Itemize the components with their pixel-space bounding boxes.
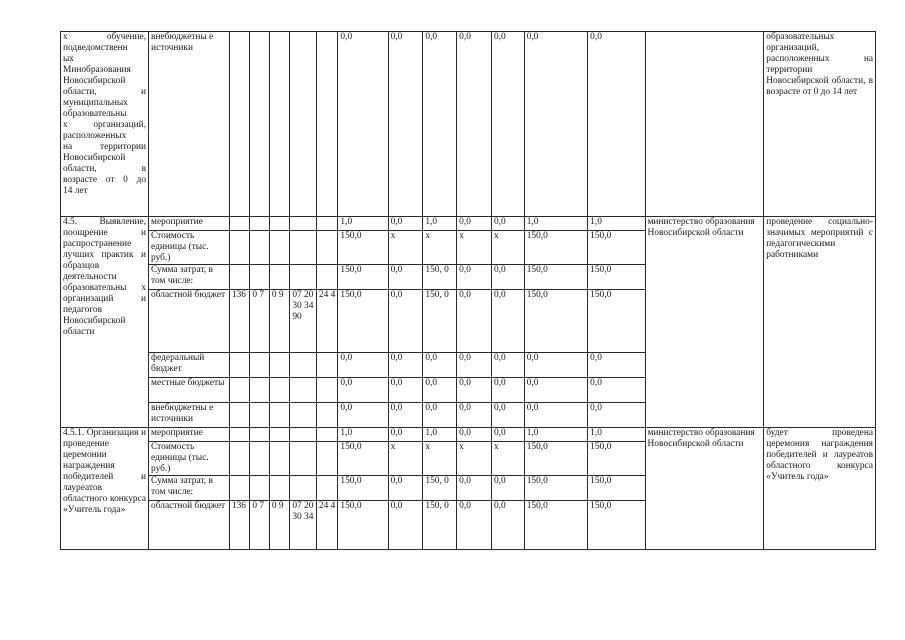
value-cell: 1,0	[423, 217, 457, 231]
value-cell: 150, 0	[423, 501, 457, 550]
rz-code-cell: 0 7	[250, 290, 269, 353]
value-cell: 0,0	[388, 476, 423, 501]
indicator-type-cell: Сумма затрат, в том числе:	[149, 476, 230, 501]
value-cell: 1,0	[423, 428, 457, 442]
measure-name-line: Новосибирской	[63, 153, 126, 163]
value-cell: 0,0	[457, 378, 492, 403]
grbs-code-cell	[229, 217, 249, 231]
csr-code-cell	[290, 217, 317, 231]
rz-code-cell: 0 7	[250, 501, 269, 550]
value-cell: 1,0	[524, 217, 587, 231]
value-cell: 0,0	[491, 476, 524, 501]
value-cell: 1,0	[338, 428, 388, 442]
indicator-type-cell: мероприятие	[149, 217, 230, 231]
executor-cell: министерство образования Новосибирской области	[645, 217, 764, 428]
table-row	[61, 217, 876, 231]
measure-name-line: возрасте от 0 до	[63, 175, 147, 185]
value-cell: 150,0	[338, 442, 388, 476]
measure-name-line: расположенных	[63, 131, 127, 141]
measure-name-line: области, в	[63, 164, 147, 174]
value-cell: 0,0	[524, 378, 587, 403]
value-cell: 150,0	[338, 501, 388, 550]
csr-code-cell	[290, 476, 317, 501]
pr-code-cell	[269, 378, 289, 403]
value-cell: 0,0	[338, 353, 388, 378]
value-cell: 0,0	[491, 290, 524, 353]
grbs-code-cell	[229, 353, 249, 378]
pr-code-cell	[269, 476, 289, 501]
value-cell: 0,0	[338, 378, 388, 403]
value-cell: 0,0	[388, 403, 423, 428]
grbs-code-cell	[229, 403, 249, 428]
value-cell: 150,0	[338, 476, 388, 501]
grbs-code-cell	[229, 378, 249, 403]
value-cell: 150,0	[588, 476, 645, 501]
pr-code-cell	[269, 231, 289, 265]
csr-code-cell	[290, 378, 317, 403]
value-cell: 1,0	[524, 428, 587, 442]
value-cell: 150,0	[524, 501, 587, 550]
value-cell: x	[457, 231, 492, 265]
vr-code-cell	[316, 476, 338, 501]
rz-code-cell	[250, 265, 269, 290]
pr-code-cell	[269, 353, 289, 378]
grbs-code-cell	[229, 476, 249, 501]
csr-code-cell	[290, 353, 317, 378]
csr-code-cell	[290, 32, 317, 217]
indicator-type-cell: Сумма затрат, в том числе:	[149, 265, 230, 290]
vr-code-cell	[316, 442, 338, 476]
value-cell: 0,0	[491, 217, 524, 231]
rz-code-cell	[250, 32, 269, 217]
value-cell: x	[388, 442, 423, 476]
csr-code-cell	[290, 428, 317, 442]
measure-name-line: на территории	[63, 142, 147, 152]
grbs-code-cell	[229, 442, 249, 476]
value-cell: 150,0	[524, 265, 587, 290]
value-cell: 150, 0	[423, 476, 457, 501]
indicator-type-cell: местные бюджеты	[149, 378, 230, 403]
value-cell: 0,0	[423, 32, 457, 217]
measure-name-line: Новосибирской	[63, 76, 126, 86]
value-cell: 0,0	[524, 353, 587, 378]
table-body	[61, 32, 876, 550]
expected-result-cell: образовательных организаций, расположенных на территории Новосибирской области, в возрасте от 0 до 14 лет	[764, 32, 876, 217]
measure-name-line: муниципальных	[63, 98, 128, 108]
csr-code-cell	[290, 403, 317, 428]
rz-code-cell	[250, 428, 269, 442]
value-cell: 0,0	[423, 378, 457, 403]
vr-code-cell	[316, 403, 338, 428]
value-cell: 150,0	[338, 290, 388, 353]
value-cell: 0,0	[388, 32, 423, 217]
value-cell: 0,0	[388, 217, 423, 231]
value-cell: 150,0	[338, 231, 388, 265]
value-cell: 0,0	[388, 378, 423, 403]
pr-code-cell	[269, 265, 289, 290]
expected-result-cell: будет проведена церемония награждения победителей и лауреатов областного конкурса «Учитель года»	[764, 428, 876, 550]
value-cell: 0,0	[588, 378, 645, 403]
value-cell: 0,0	[388, 501, 423, 550]
executor-cell: министерство образования Новосибирской области	[645, 428, 764, 550]
value-cell: 0,0	[457, 353, 492, 378]
value-cell: 0,0	[457, 265, 492, 290]
measure-name-line: Минобразования	[63, 65, 131, 75]
table-row	[61, 428, 876, 442]
pr-code-cell: 0 9	[269, 501, 289, 550]
vr-code-cell	[316, 217, 338, 231]
value-cell: 150,0	[524, 231, 587, 265]
value-cell: x	[457, 442, 492, 476]
value-cell: 0,0	[491, 32, 524, 217]
value-cell: 150,0	[588, 231, 645, 265]
csr-code-cell	[290, 231, 317, 265]
measure-name-line: ых	[63, 54, 74, 64]
pr-code-cell	[269, 428, 289, 442]
pr-code-cell	[269, 32, 289, 217]
vr-code-cell	[316, 353, 338, 378]
value-cell: 150,0	[588, 501, 645, 550]
value-cell: 0,0	[588, 353, 645, 378]
value-cell: 0,0	[388, 353, 423, 378]
value-cell: 0,0	[491, 265, 524, 290]
value-cell: 0,0	[457, 217, 492, 231]
value-cell: 0,0	[338, 403, 388, 428]
value-cell: 0,0	[388, 290, 423, 353]
value-cell: 0,0	[457, 32, 492, 217]
vr-code-cell	[316, 265, 338, 290]
csr-code-cell: 07 20 30 34	[290, 501, 317, 550]
value-cell: 1,0	[338, 217, 388, 231]
value-cell: 0,0	[491, 501, 524, 550]
value-cell: 0,0	[457, 403, 492, 428]
value-cell: x	[388, 231, 423, 265]
indicator-type-cell: внебюджетны е источники	[149, 32, 230, 217]
value-cell: 0,0	[423, 403, 457, 428]
indicator-type-cell: федеральный бюджет	[149, 353, 230, 378]
value-cell: 150,0	[588, 442, 645, 476]
measure-name-line: образовательны	[63, 109, 127, 119]
value-cell: 0,0	[588, 403, 645, 428]
rz-code-cell	[250, 353, 269, 378]
program-table	[60, 31, 876, 550]
value-cell: 0,0	[524, 403, 587, 428]
value-cell: 0,0	[491, 353, 524, 378]
value-cell: 0,0	[338, 32, 388, 217]
value-cell: x	[423, 231, 457, 265]
indicator-type-cell: Стоимость единицы (тыс. руб.)	[149, 231, 230, 265]
value-cell: 0,0	[388, 428, 423, 442]
rz-code-cell	[250, 217, 269, 231]
value-cell: 150,0	[338, 265, 388, 290]
grbs-code-cell	[229, 265, 249, 290]
value-cell: x	[423, 442, 457, 476]
indicator-type-cell: областной бюджет	[149, 290, 230, 353]
grbs-code-cell	[229, 32, 249, 217]
indicator-type-cell: Стоимость единицы (тыс. руб.)	[149, 442, 230, 476]
measure-name-cell: 4.5. Выявление, поощрение и распространение лучших практик и образцов деятельности образовательны х организаций и педагогов Новосибирской области	[61, 217, 149, 428]
measure-name-cell: 4.5.1. Организация и проведение церемонии награждения победителей и лауреатов областного конкурса «Учитель года»	[61, 428, 149, 550]
measure-name-line: подведомственн	[63, 43, 128, 53]
vr-code-cell: 24 4	[316, 501, 338, 550]
value-cell: 150,0	[524, 442, 587, 476]
value-cell: 0,0	[457, 501, 492, 550]
value-cell: x	[491, 231, 524, 265]
vr-code-cell: 24 4	[316, 290, 338, 353]
value-cell: x	[491, 442, 524, 476]
value-cell: 0,0	[423, 353, 457, 378]
grbs-code-cell: 136	[229, 501, 249, 550]
indicator-type-cell: внебюджетны е источники	[149, 403, 230, 428]
measure-name-cell	[61, 32, 149, 217]
value-cell: 150, 0	[423, 265, 457, 290]
vr-code-cell	[316, 428, 338, 442]
expected-result-cell: проведение социально-значимых мероприятий с педагогическими работниками	[764, 217, 876, 428]
indicator-type-cell: мероприятие	[149, 428, 230, 442]
value-cell: 1,0	[588, 428, 645, 442]
value-cell: 150,0	[588, 290, 645, 353]
rz-code-cell	[250, 442, 269, 476]
pr-code-cell	[269, 217, 289, 231]
value-cell: 150, 0	[423, 290, 457, 353]
value-cell: 0,0	[588, 32, 645, 217]
vr-code-cell	[316, 378, 338, 403]
value-cell: 0,0	[457, 476, 492, 501]
indicator-type-cell: областной бюджет	[149, 501, 230, 550]
value-cell: 1,0	[588, 217, 645, 231]
pr-code-cell: 0 9	[269, 290, 289, 353]
measure-name-line: х обучение,	[63, 32, 147, 42]
pr-code-cell	[269, 442, 289, 476]
grbs-code-cell	[229, 231, 249, 265]
executor-cell	[645, 32, 764, 217]
value-cell: 0,0	[457, 428, 492, 442]
rz-code-cell	[250, 476, 269, 501]
value-cell: 0,0	[491, 428, 524, 442]
measure-name-line: 14 лет	[63, 186, 88, 196]
value-cell: 0,0	[491, 378, 524, 403]
rz-code-cell	[250, 231, 269, 265]
pr-code-cell	[269, 403, 289, 428]
rz-code-cell	[250, 378, 269, 403]
csr-code-cell: 07 20 30 34 90	[290, 290, 317, 353]
value-cell: 150,0	[524, 290, 587, 353]
value-cell: 0,0	[457, 290, 492, 353]
value-cell: 150,0	[524, 476, 587, 501]
grbs-code-cell: 136	[229, 290, 249, 353]
grbs-code-cell	[229, 428, 249, 442]
rz-code-cell	[250, 403, 269, 428]
measure-name-line: х организаций,	[63, 120, 147, 130]
csr-code-cell	[290, 265, 317, 290]
measure-name-line: области, и	[63, 87, 147, 97]
vr-code-cell	[316, 231, 338, 265]
value-cell: 150,0	[588, 265, 645, 290]
table-row	[61, 32, 876, 217]
value-cell: 0,0	[388, 265, 423, 290]
value-cell: 0,0	[524, 32, 587, 217]
csr-code-cell	[290, 442, 317, 476]
vr-code-cell	[316, 32, 338, 217]
value-cell: 0,0	[491, 403, 524, 428]
